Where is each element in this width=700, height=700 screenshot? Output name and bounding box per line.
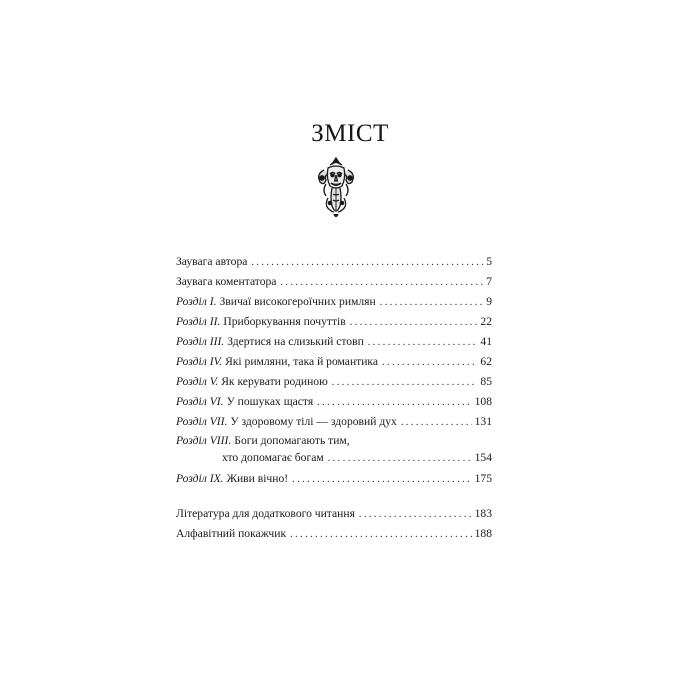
- toc-entry[interactable]: [176, 352, 492, 372]
- leader-dots: [401, 413, 472, 433]
- toc-entry-page: 9: [486, 295, 492, 308]
- gorgon-mask-ornament-icon: [312, 156, 360, 220]
- toc-entry[interactable]: [176, 392, 492, 412]
- toc-back-matter-entry[interactable]: [176, 524, 492, 544]
- page-title: ЗМІСТ: [311, 120, 389, 147]
- toc-chapter-label: Розділ ІІ.: [176, 315, 221, 328]
- toc-entry-continuation[interactable]: [176, 449, 492, 469]
- leader-dots: [359, 505, 472, 525]
- toc-chapter-label: Розділ VII.: [176, 415, 228, 428]
- leader-dots: [350, 313, 478, 333]
- toc-entry-title: У здоровому тілі — здоровий дух: [230, 415, 397, 428]
- toc-entry-title: Здертися на слизький стовп: [227, 335, 364, 348]
- toc-entry-title: У пошуках щастя: [226, 395, 314, 408]
- toc-chapter-label: Розділ ІІІ.: [176, 335, 225, 348]
- toc-entry-title: Як керувати родиною: [221, 375, 328, 388]
- toc-entry-title: Заувага коментатора: [176, 275, 277, 288]
- leader-dots: [251, 253, 483, 273]
- toc-chapter-label: Розділ V.: [176, 375, 219, 388]
- toc-entry-page: 188: [474, 527, 492, 540]
- toc-entry[interactable]: [176, 412, 492, 432]
- leader-dots: [280, 273, 483, 293]
- toc-entry-page: 41: [480, 335, 492, 348]
- toc-entry-page: 62: [480, 355, 492, 368]
- section-gap: [176, 489, 492, 504]
- toc-entry-title-line2: хто допомагає богам: [222, 451, 324, 464]
- leader-dots: [368, 333, 478, 353]
- toc-chapter-label: Розділ VI.: [176, 395, 224, 408]
- toc-entry[interactable]: [176, 432, 492, 449]
- toc-entry[interactable]: [176, 372, 492, 392]
- toc-entry[interactable]: [176, 292, 492, 312]
- toc-entry-page: 85: [480, 375, 492, 388]
- toc-entry-page: 175: [474, 472, 492, 485]
- toc-entry-page: 5: [486, 255, 492, 268]
- leader-dots: [332, 373, 478, 393]
- toc-entry-title: Боги допомагають тим,: [234, 434, 350, 447]
- toc-entry-title: Алфавітний покажчик: [176, 527, 287, 540]
- leader-dots: [290, 525, 472, 545]
- leader-dots: [382, 353, 477, 373]
- toc-entry-title: Заувага автора: [176, 255, 248, 268]
- toc-chapter-label: Розділ І.: [176, 295, 217, 308]
- toc-entry-page: 108: [474, 395, 492, 408]
- toc-entry-page: 7: [486, 275, 492, 288]
- toc-entry-page: 183: [474, 507, 492, 520]
- toc-chapter-label: Розділ IX.: [176, 472, 224, 485]
- leader-dots: [292, 470, 471, 490]
- toc-entry-title: Література для додаткового читання: [176, 507, 355, 520]
- toc-entry-page: 131: [474, 415, 492, 428]
- toc-entry-page: 154: [474, 451, 492, 464]
- toc-entry-title: Які римляни, така й романтика: [225, 355, 379, 368]
- toc-back-matter-entry[interactable]: [176, 504, 492, 524]
- toc-entry[interactable]: [176, 272, 492, 292]
- toc-chapter-label: Розділ VIII.: [176, 434, 232, 447]
- toc-entry-title: Приборкування почуттів: [223, 315, 346, 328]
- toc-entry[interactable]: [176, 312, 492, 332]
- toc-entry-title: Звичаї високогероїчних римлян: [219, 295, 376, 308]
- leader-dots: [328, 450, 472, 468]
- toc-entry[interactable]: [176, 252, 492, 272]
- toc-entry[interactable]: [176, 332, 492, 352]
- toc-entry[interactable]: [176, 469, 492, 489]
- leader-dots: [380, 293, 484, 313]
- toc-entry-title: Живи вічно!: [226, 472, 289, 485]
- leader-dots: [317, 393, 471, 413]
- toc-chapter-label: Розділ IV.: [176, 355, 223, 368]
- toc-entry-page: 22: [480, 315, 492, 328]
- table-of-contents: [176, 252, 492, 544]
